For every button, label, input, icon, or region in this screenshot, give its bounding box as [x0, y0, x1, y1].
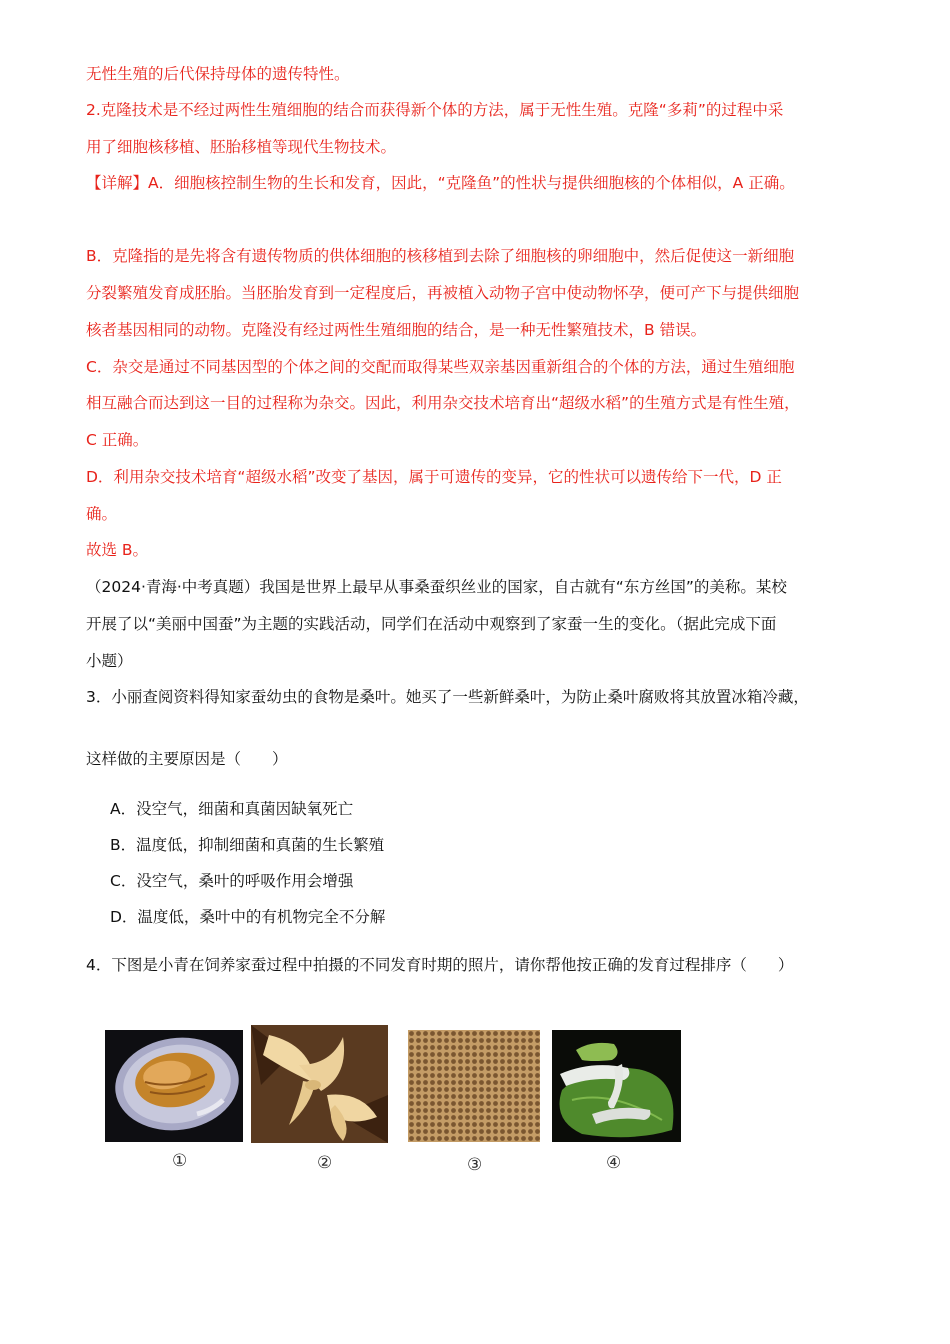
detail-b-line-1: B．克隆指的是先将含有遗传物质的供体细胞的核移植到去除了细胞核的卵细胞中，然后促使这一新细胞: [86, 247, 795, 265]
q3-option-b: B．温度低，抑制细菌和真菌的生长繁殖: [110, 836, 385, 854]
detail-c-line-2: 相互融合而达到这一目的过程称为杂交。因此，利用杂交技术培育出“超级水稻”的生殖方式是有性生殖，: [86, 394, 800, 412]
detail-d-line-1: D．利用杂交技术培育“超级水稻”改变了基因，属于可遗传的变异，它的性状可以遗传给下一代，D 正: [86, 468, 782, 486]
q3-stem-line-1: 3．小丽查阅资料得知家蚕幼虫的食物是桑叶。她买了一些新鲜桑叶，为防止桑叶腐败将其放置冰箱冷藏，: [86, 688, 809, 706]
answer-line-2: 2.克隆技术是不经过两性生殖细胞的结合而获得新个体的方法，属于无性生殖。克隆“多莉”的过程中采: [86, 101, 784, 119]
answer-line-1: 无性生殖的后代保持母体的遗传特性。: [86, 65, 350, 83]
detail-a: 【详解】A．细胞核控制生物的生长和发育，因此，“克隆鱼”的性状与提供细胞核的个体相似，A 正确。: [86, 174, 795, 192]
q4-stem: 4．下图是小青在饲养家蚕过程中拍摄的不同发育时期的照片，请你帮他按正确的发育过程排序（ ）: [86, 956, 794, 974]
detail-c-line-3: C 正确。: [86, 431, 149, 449]
pupa-photo: [105, 1030, 243, 1142]
moth-photo: [251, 1025, 388, 1143]
q3-stem-line-2: 这样做的主要原因是（ ）: [86, 750, 288, 768]
eggs-photo: [408, 1030, 540, 1142]
final-answer: 故选 B。: [86, 541, 149, 559]
intro-line-2: 开展了以“美丽中国蚕”为主题的实践活动，同学们在活动中观察到了家蚕一生的变化。（据此完成下面: [86, 615, 777, 633]
larva-photo: [552, 1030, 681, 1142]
detail-b-line-3: 核者基因相同的动物。克隆没有经过两性生殖细胞的结合，是一种无性繁殖技术，B 错误。: [86, 321, 707, 339]
caption-1: ①: [172, 1151, 188, 1171]
answer-line-3: 用了细胞核移植、胚胎移植等现代生物技术。: [86, 138, 397, 156]
intro-line-3: 小题）: [86, 652, 133, 670]
caption-2: ②: [317, 1153, 333, 1173]
detail-d-line-2: 确。: [86, 505, 118, 523]
caption-4: ④: [606, 1153, 622, 1173]
intro-line-1: （2024·青海·中考真题）我国是世界上最早从事桑蚕织丝业的国家，自古就有“东方丝国”的美称。某校: [86, 578, 787, 596]
q3-option-c: C．没空气，桑叶的呼吸作用会增强: [110, 872, 354, 890]
detail-c-line-1: C．杂交是通过不同基因型的个体之间的交配而取得某些双亲基因重新组合的个体的方法，通过生殖细胞: [86, 358, 795, 376]
caption-3: ③: [467, 1155, 483, 1175]
q3-option-d: D．温度低，桑叶中的有机物完全不分解: [110, 908, 386, 926]
q3-option-a: A．没空气，细菌和真菌因缺氧死亡: [110, 800, 354, 818]
detail-b-line-2: 分裂繁殖发育成胚胎。当胚胎发育到一定程度后，再被植入动物子宫中使动物怀孕，便可产下与提供细胞: [86, 284, 800, 302]
